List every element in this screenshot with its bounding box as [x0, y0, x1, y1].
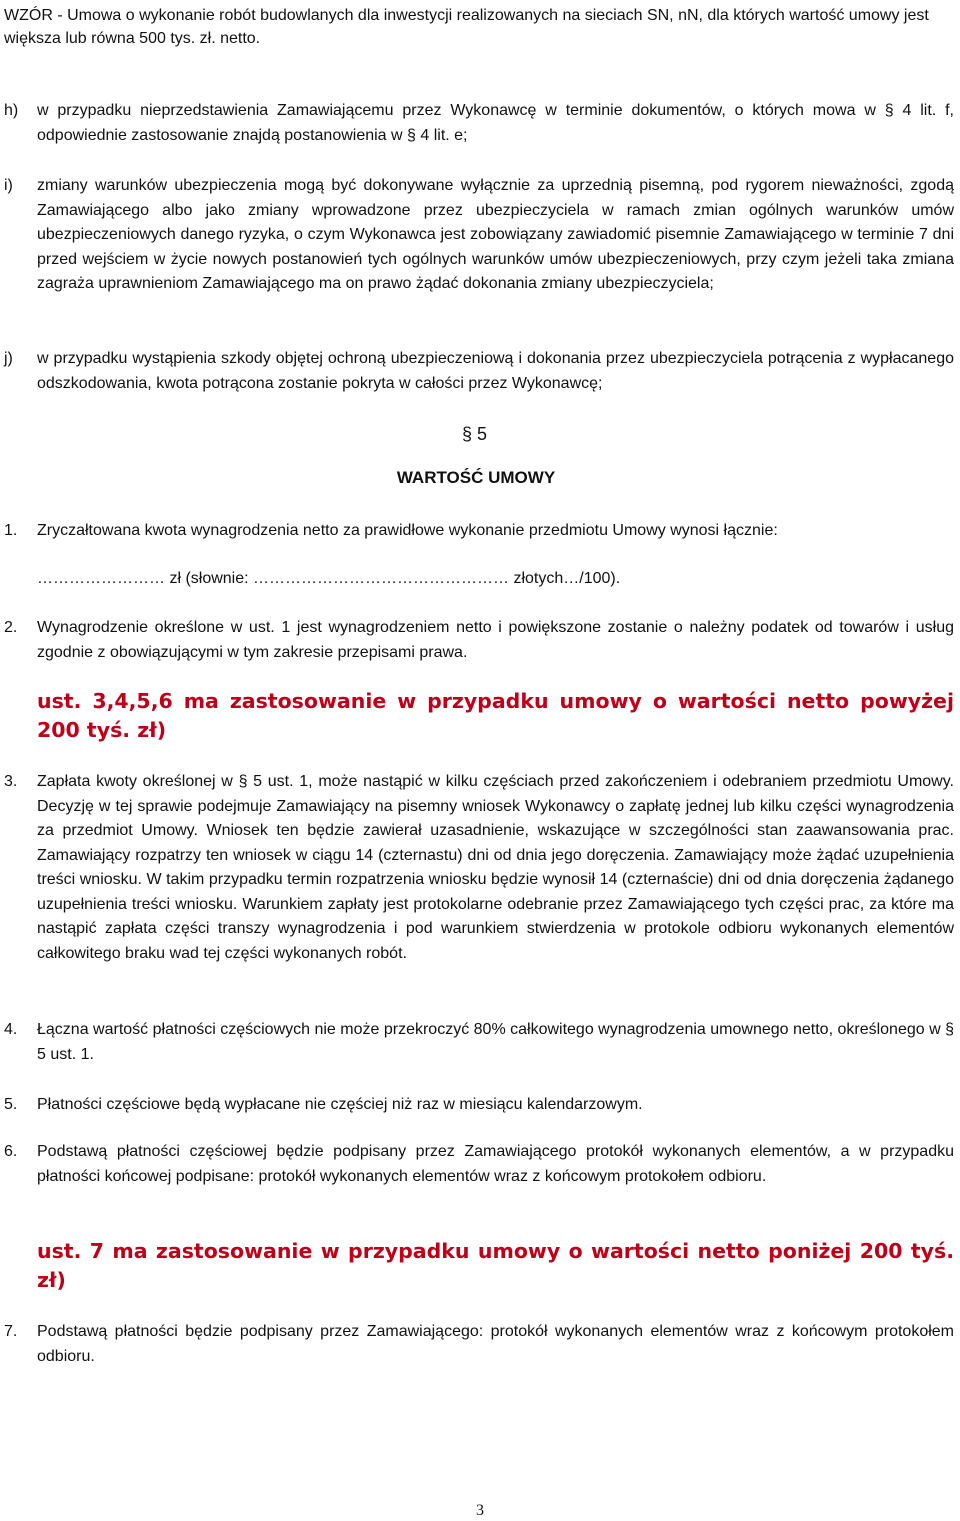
page-number: 3 — [476, 1502, 484, 1519]
point-3 — [4, 770, 954, 966]
point-label: 6. — [4, 1143, 18, 1160]
point-text: Podstawą płatności częściowej będzie podpisany przez Zamawiającego protokół wykonanych elementów, a w przypadku płatności końcowej podpisane: protokół wykonanych elementów wraz z końcowym protokołem odbioru. — [37, 1143, 954, 1185]
point-7 — [4, 1320, 954, 1369]
document-header — [4, 4, 954, 50]
point-text: Płatności częściowe będą wypłacane nie częściej niż raz w miesiącu kalendarzowym. — [37, 1096, 643, 1113]
point-1 — [4, 519, 954, 544]
section-title: WARTOŚĆ UMOWY — [396, 468, 556, 487]
item-label: h) — [4, 102, 19, 119]
amount-line: …………………… zł (słownie: ………………………………………… złotych…/100). — [37, 570, 621, 587]
point-text: Podstawą płatności będzie podpisany przez Zamawiającego: protokół wykonanych elementów wraz z końcowym protokołem odbioru. — [37, 1323, 954, 1365]
section-number: § 5 — [462, 424, 488, 444]
point-text: Zryczałtowana kwota wynagrodzenia netto za prawidłowe wykonanie przedmiotu Umowy wynosi łącznie: — [37, 522, 778, 539]
point-label: 3. — [4, 773, 18, 790]
list-item-i — [4, 174, 954, 297]
item-label: i) — [4, 177, 13, 194]
item-label: j) — [4, 350, 13, 367]
header-text: WZÓR - Umowa o wykonanie robót budowlanych dla inwestycji realizowanych na sieciach SN, nN, dla których wartość umowy jest większa lub równa 500 tys. zł. netto. — [4, 7, 929, 47]
point-label: 4. — [4, 1021, 18, 1038]
item-text: w przypadku nieprzedstawienia Zamawiającemu przez Wykonawcę w terminie dokumentów, o których mowa w § 4 lit. f, odpowiednie zastosowanie znajdą postanowienia w § 4 lit. e; — [37, 102, 954, 144]
point-5 — [4, 1093, 954, 1118]
point-label: 1. — [4, 522, 18, 539]
point-text: Wynagrodzenie określone w ust. 1 jest wynagrodzeniem netto i powiększone zostanie o należny podatek od towarów i usług zgodnie z obowiązującymi w tym zakresie przepisami prawa. — [37, 619, 954, 661]
item-text: w przypadku wystąpienia szkody objętej ochroną ubezpieczeniową i dokonania przez ubezpieczyciela potrącenia z wypłacanego odszkodowania, kwota potrącona zostanie pokryta w całości przez Wykonawcę; — [37, 350, 954, 392]
point-text: Łączna wartość płatności częściowych nie może przekroczyć 80% całkowitego wynagrodzenia umownego netto, określonego w § 5 ust. 1. — [37, 1021, 954, 1063]
point-label: 5. — [4, 1096, 18, 1113]
point-label: 2. — [4, 619, 18, 636]
point-text: Zapłata kwoty określonej w § 5 ust. 1, może nastąpić w kilku częściach przed zakończeniem i odebraniem przedmiotu Umowy. Decyzję w tej sprawie podejmuje Zamawiający na pisemny wniosek Wykonawcy o zapłatę jednej lub kilku części wynagrodzenia za przedmiot Umowy. Wniosek ten będzie zawierał uzasadnienie, wskazujące w szczególności stan zaawansowania prac. Zamawiający rozpatrzy ten wniosek w ciągu 14 (czternastu) dni od dnia jego doręczenia. Zamawiający może żądać uzupełnienia treści wniosku. W takim przypadku termin rozpatrzenia wniosku będzie wynosił 14 (czternaście) dni od dnia doręczenia żądanego uzupełnienia treści wniosku. Warunkiem zapłaty jest protokolarne odebranie przez Zamawiającego tych części prac, za które ma nastąpić zapłata części transzy wynagrodzenia i pod warunkiem stwierdzenia w protokole odbioru wykonanych elementów całkowitego braku wad tej części wykonanych robót. — [37, 773, 954, 962]
note-applicability-3-6: ust. 3,4,5,6 ma zastosowanie w przypadku umowy o wartości netto powyżej 200 tyś. zł) — [37, 689, 954, 742]
point-4 — [4, 1018, 954, 1067]
note-applicability-7: ust. 7 ma zastosowanie w przypadku umowy o wartości netto poniżej 200 tyś. zł) — [37, 1239, 954, 1292]
point-label: 7. — [4, 1323, 18, 1340]
item-text: zmiany warunków ubezpieczenia mogą być dokonywane wyłącznie za uprzednią pisemną, pod rygorem nieważności, zgodą Zamawiającego albo jako zmiany wprowadzone przez ubezpieczyciela w ramach zmian ogólnych warunków umów ubezpieczeniowych danego ryzyka, o czym Wykonawca jest zobowiązany zawiadomić pisemnie Zamawiającego w terminie 7 dni przed wejściem w życie nowych postanowień tych ogólnych warunków umów ubezpieczeniowych, przy czym jeżeli taka zmiana zagraża uprawnieniom Zamawiającego ma on prawo żądać dokonania zmiany ubezpieczyciela; — [37, 177, 954, 292]
list-item-j — [4, 347, 954, 396]
list-item-h — [4, 99, 954, 148]
point-6 — [4, 1140, 954, 1189]
point-2 — [4, 616, 954, 665]
